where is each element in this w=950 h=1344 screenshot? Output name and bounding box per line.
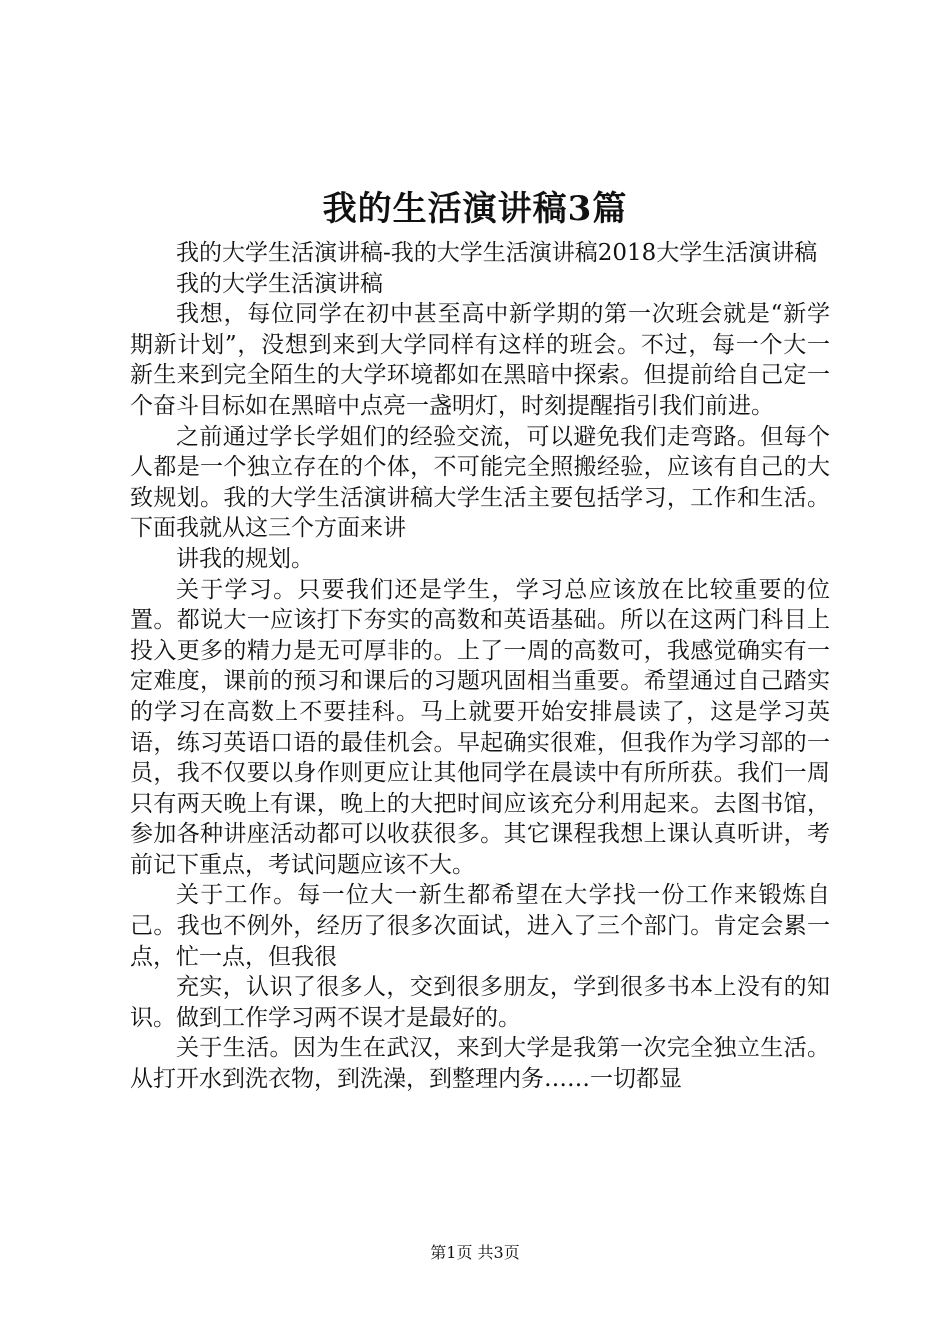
paragraph: 我想，每位同学在初中甚至高中新学期的第一次班会就是“新学期新计划”，没想到来到大学同样有这样的班会。不过，每一个大一新生来到完全陌生的大学环境都如在黑暗中探索。但提前给自己定一个奋斗目标如在黑暗中点亮一盏明灯，时刻提醒指引我们前进。 (130, 301, 830, 419)
paragraph: 关于学习。只要我们还是学生，学习总应该放在比较重要的位置。都说大一应该打下夯实的高数和英语基础。所以在这两门科目上投入更多的精力是无可厚非的。上了一周的高数可，我感觉确实有一定难度，课前的预习和课后的习题巩固相当重要。希望通过自己踏实的学习在高数上不要挂科。马上就要开始安排晨读了，这是学习英语，练习英语口语的最佳机会。早起确实很难，但我作为学习部的一员，我不仅要以身作则更应让其他同学在晨读中有所所获。我们一周只有两天晚上有课，晚上的大把时间应该充分利用起来。去图书馆，参加各种讲座活动都可以收获很多。其它课程我想上课认真听讲，考前记下重点，考试问题应该不大。 (130, 576, 830, 878)
paragraph: 之前通过学长学姐们的经验交流，可以避免我们走弯路。但每个人都是一个独立存在的个体，不可能完全照搬经验，应该有自己的大致规划。我的大学生活演讲稿大学生活主要包括学习，工作和生活。下面我就从这三个方面来讲 (130, 423, 830, 542)
page-title: 我的生活演讲稿3篇 (322, 189, 628, 229)
paragraph: 讲我的规划。 (176, 545, 314, 572)
paragraph: 关于生活。因为生在武汉，来到大学是我第一次完全独立生活。从打开水到洗衣物，到洗澡，到整理内务……一切都显 (130, 1035, 830, 1093)
paragraph: 我的大学生活演讲稿 (176, 270, 383, 297)
page-footer: 第1页 共3页 (430, 1243, 520, 1262)
document-body (130, 238, 830, 1095)
paragraph: 关于工作。每一位大一新生都希望在大学找一份工作来锻炼自己。我也不例外，经历了很多次面试，进入了三个部门。肯定会累一点，忙一点，但我很 (130, 882, 830, 970)
paragraph: 我的大学生活演讲稿-我的大学生活演讲稿2018大学生活演讲稿 (176, 240, 818, 266)
paragraph: 充实，认识了很多人，交到很多朋友，学到很多书本上没有的知识。做到工作学习两不误才是最好的。 (130, 974, 830, 1031)
